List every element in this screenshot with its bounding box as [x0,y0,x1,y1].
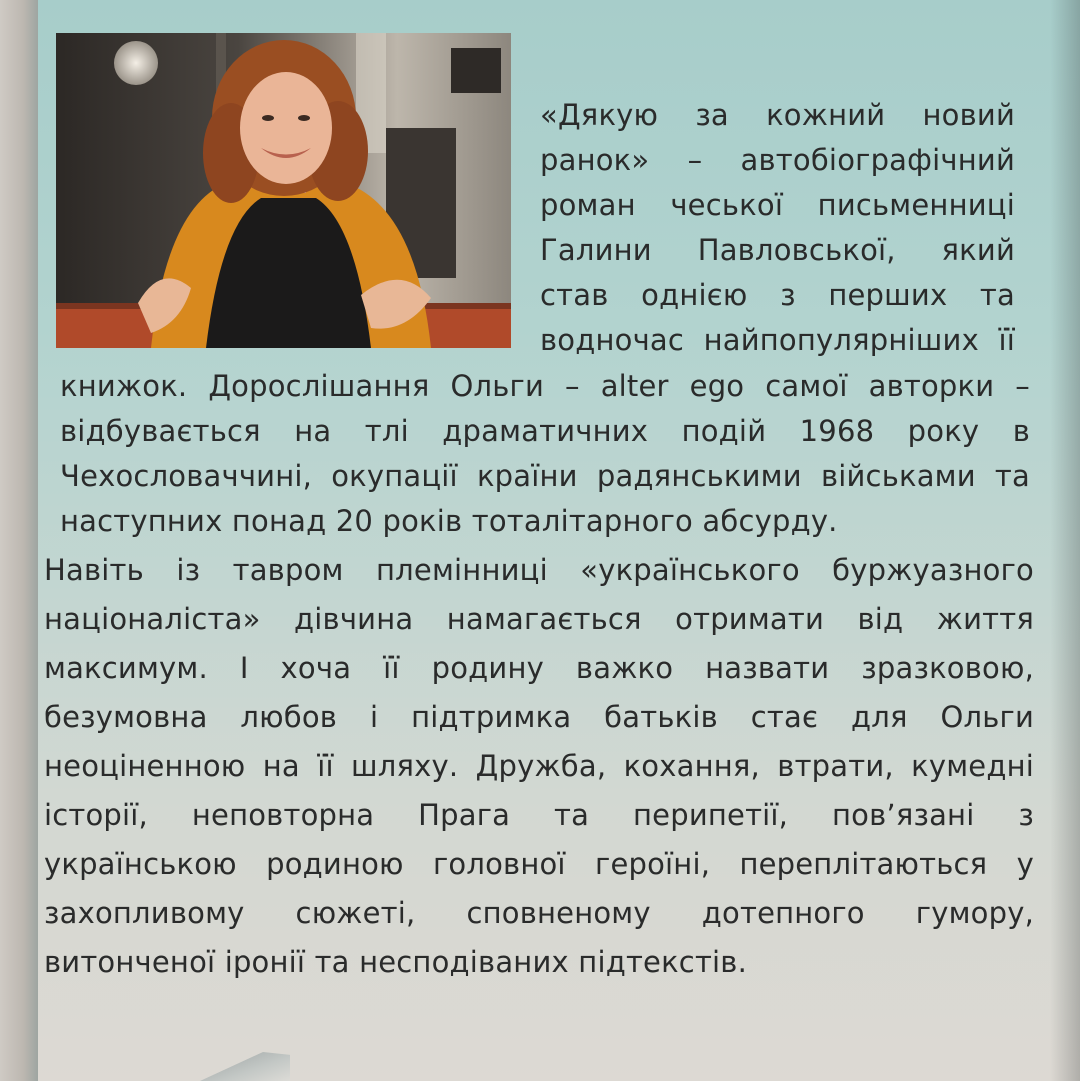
text-line: історії, неповторна Прага та перипетії, пов’язані з [44,798,1034,832]
text-line: став однією з перших та [540,278,1015,312]
blurb-paragraph-2 [44,546,1034,987]
text-line: водночас найпопулярніших її [540,323,1015,357]
cover-graphic-fragment [200,1052,290,1081]
text-line: Чехословаччині, окупації країни радянськими військами та [60,459,1030,493]
text-line: націоналіста» дівчина намагається отримати від життя [44,602,1034,636]
text-line: неоціненною на її шляху. Дружба, кохання, втрати, кумедні [44,749,1034,783]
text-line: відбувається на тлі драматичних подій 1968 року в [60,414,1030,448]
author-portrait-illustration [56,33,511,348]
text-line: захопливому сюжеті, сповненому дотепного гумору, [44,896,1034,930]
text-line: Галини Павловської, який [540,233,1015,267]
text-line: максимум. І хоча її родину важко назвати зразковою, [44,651,1034,685]
blurb-paragraph-1-bottom [60,364,1030,544]
text-line: українською родиною головної героїні, переплітаються у [44,847,1034,881]
text-line: роман чеської письменниці [540,188,1015,222]
text-line: «Дякую за кожний новий [540,98,1015,132]
text-line: Навіть із тавром племінниці «українського буржуазного [44,553,1034,587]
page-edge [0,0,38,1081]
author-photo [56,33,511,348]
text-line: наступних понад 20 років тоталітарного абсурду. [60,504,838,538]
blurb-paragraph-1-top [540,93,1015,363]
cover-shadow [1050,0,1080,1081]
text-line: безумовна любов і підтримка батьків стає для Ольги [44,700,1034,734]
text-line: ранок» – автобіографічний [540,143,1015,177]
text-line: книжок. Дорослішання Ольги – alter ego самої авторки – [60,369,1030,403]
text-line: витонченої іронії та несподіваних підтекстів. [44,945,748,979]
